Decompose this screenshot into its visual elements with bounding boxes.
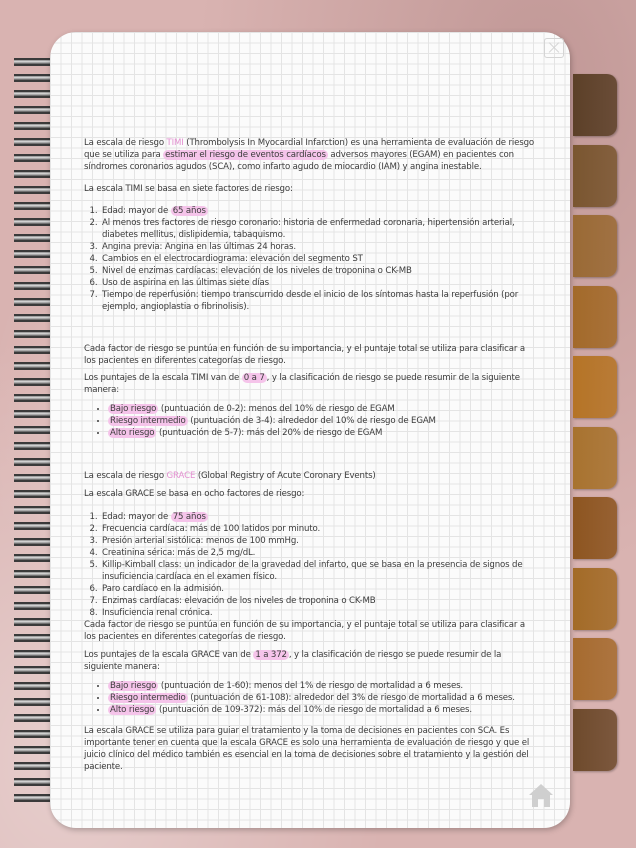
list-item bbox=[100, 277, 536, 289]
section-tab[interactable] bbox=[573, 638, 617, 700]
list-item bbox=[100, 205, 536, 217]
factor-text: Enzimas cardíacas: elevación de los niveles de troponina o CK-MB bbox=[102, 596, 376, 606]
expand-corner-icon bbox=[544, 38, 564, 58]
grace-closing: La escala GRACE se utiliza para guiar el tratamiento y la toma de decisiones en pacientes con SCA. Es importante tener en cuenta que la escala GRACE es solo una herramienta de evaluación de riesgo y que el juicio clínico del médico también es esencial en la toma de decisiones sobre el tratamiento y la gestión del paciente. bbox=[84, 726, 530, 772]
note-content bbox=[84, 137, 536, 773]
category-label: Bajo riesgo bbox=[110, 681, 157, 691]
list-item bbox=[100, 253, 536, 265]
category-text: (puntuación de 61-108): alrededor del 3% de riesgo de mortalidad a 6 meses. bbox=[187, 693, 515, 703]
list-item bbox=[108, 680, 536, 692]
category-label: Alto riesgo bbox=[110, 705, 155, 715]
list-item bbox=[100, 583, 536, 595]
grace-categories bbox=[84, 680, 536, 716]
timi-range: Los puntajes de la escala TIMI van de 0 a 7 , y la clasificación de riesgo se puede resumir de la siguiente manera: bbox=[84, 373, 520, 395]
section-tab[interactable] bbox=[573, 74, 617, 136]
category-text: (puntuación de 1-60): menos del 1% de riesgo de mortalidad a 6 meses. bbox=[158, 681, 464, 691]
section-tab[interactable] bbox=[573, 215, 617, 277]
factor-highlight: 75 años bbox=[172, 512, 206, 522]
list-item bbox=[100, 217, 536, 241]
factor-text: Frecuencia cardíaca: más de 100 latidos por minuto. bbox=[102, 524, 321, 534]
list-item bbox=[100, 511, 536, 523]
factor-highlight: 65 años bbox=[172, 206, 206, 216]
factor-text: Edad: mayor de bbox=[102, 512, 171, 522]
factor-text: Al menos tres factores de riesgo coronario: historia de enfermedad coronaria, hipertensión arterial, diabetes mellitus, dislipidemia, tabaquismo. bbox=[102, 218, 515, 240]
list-item bbox=[100, 265, 536, 277]
list-item bbox=[100, 241, 536, 253]
factor-text: Creatinina sérica: más de 2,5 mg/dL. bbox=[102, 548, 256, 558]
grace-factors-list bbox=[84, 511, 536, 619]
section-tab[interactable] bbox=[573, 568, 617, 630]
category-text: (puntuación de 5-7): más del 20% de riesgo de EGAM bbox=[156, 428, 383, 438]
category-text: (puntuación de 3-4): alrededor del 10% de riesgo de EGAM bbox=[187, 416, 436, 426]
timi-factors-intro: La escala TIMI se basa en siete factores de riesgo: bbox=[84, 184, 293, 194]
list-item bbox=[100, 523, 536, 535]
timi-intro: La escala de riesgo TIMI (Thrombolysis In Myocardial Infarction) es una herramienta de evaluación de riesgo que se utiliza para estimar el riesgo de eventos cardíacos adversos mayores (EGAM) en pacientes con síndromes coronarios agudos (SCA), como infarto agudo de miocardio (IAM) y angina inestable. bbox=[84, 138, 534, 172]
factor-text: Uso de aspirina en las últimas siete días bbox=[102, 278, 269, 288]
section-tab[interactable] bbox=[573, 497, 617, 559]
list-item bbox=[100, 289, 536, 313]
list-item bbox=[100, 559, 536, 583]
factor-text: Killip-Kimball class: un indicador de la gravedad del infarto, que se basa en la presencia de signos de insuficiencia cardíaca en el examen físico. bbox=[102, 560, 523, 582]
section-tab[interactable] bbox=[573, 286, 617, 348]
highlight-text: estimar el riesgo de eventos cardíacos bbox=[165, 150, 326, 160]
grace-scoring-text: Cada factor de riesgo se puntúa en función de su importancia, y el puntaje total se utiliza para clasificar a los pacientes en diferentes categorías de riesgo. bbox=[84, 620, 525, 642]
list-item bbox=[108, 704, 536, 716]
section-tab[interactable] bbox=[573, 427, 617, 489]
factor-text: Paro cardíaco en la admisión. bbox=[102, 584, 224, 594]
list-item bbox=[108, 403, 536, 415]
factor-text: Edad: mayor de bbox=[102, 206, 171, 216]
section-tab[interactable] bbox=[573, 709, 617, 771]
list-item bbox=[108, 415, 536, 427]
grace-title: La escala de riesgo GRACE (Global Registry of Acute Coronary Events) bbox=[84, 471, 376, 481]
list-item bbox=[100, 595, 536, 607]
factor-text: Angina previa: Angina en las últimas 24 horas. bbox=[102, 242, 296, 252]
timi-categories bbox=[84, 403, 536, 439]
section-tab[interactable] bbox=[573, 356, 617, 418]
grace-range: Los puntajes de la escala GRACE van de 1 a 372 , y la clasificación de riesgo se puede resumir de la siguiente manera: bbox=[84, 650, 502, 672]
list-item bbox=[100, 535, 536, 547]
factor-text: Tiempo de reperfusión: tiempo transcurrido desde el inicio de los síntomas hasta la reperfusión (por ejemplo, angioplastia o fibrinolisis). bbox=[102, 290, 519, 312]
factor-text: Nivel de enzimas cardíacas: elevación de los niveles de troponina o CK-MB bbox=[102, 266, 412, 276]
timi-name: TIMI bbox=[166, 138, 184, 148]
factor-text: Insuficiencia renal crónica. bbox=[102, 608, 213, 618]
category-label: Riesgo intermedio bbox=[110, 416, 186, 426]
list-item bbox=[100, 547, 536, 559]
list-item bbox=[108, 427, 536, 439]
home-icon[interactable] bbox=[526, 780, 556, 810]
list-item bbox=[108, 692, 536, 704]
factor-text: Cambios en el electrocardiograma: elevación del segmento ST bbox=[102, 254, 363, 264]
grace-factors-intro: La escala GRACE se basa en ocho factores de riesgo: bbox=[84, 489, 305, 499]
timi-factors-list bbox=[84, 205, 536, 313]
section-tab[interactable] bbox=[573, 145, 617, 207]
category-label: Riesgo intermedio bbox=[110, 693, 186, 703]
category-text: (puntuación de 109-372): más del 10% de riesgo de mortalidad a 6 meses. bbox=[156, 705, 472, 715]
timi-scoring-text: Cada factor de riesgo se puntúa en función de su importancia, y el puntaje total se utiliza para clasificar a los pacientes en diferentes categorías de riesgo. bbox=[84, 344, 525, 366]
grace-name: GRACE bbox=[166, 471, 196, 481]
range-highlight: 1 a 372 bbox=[255, 650, 287, 660]
factor-text: Presión arterial sistólica: menos de 100 mmHg. bbox=[102, 536, 299, 546]
range-highlight: 0 a 7 bbox=[243, 373, 265, 383]
category-label: Bajo riesgo bbox=[110, 404, 157, 414]
category-text: (puntuación de 0-2): menos del 10% de riesgo de EGAM bbox=[158, 404, 395, 414]
list-item bbox=[100, 607, 536, 619]
category-label: Alto riesgo bbox=[110, 428, 155, 438]
